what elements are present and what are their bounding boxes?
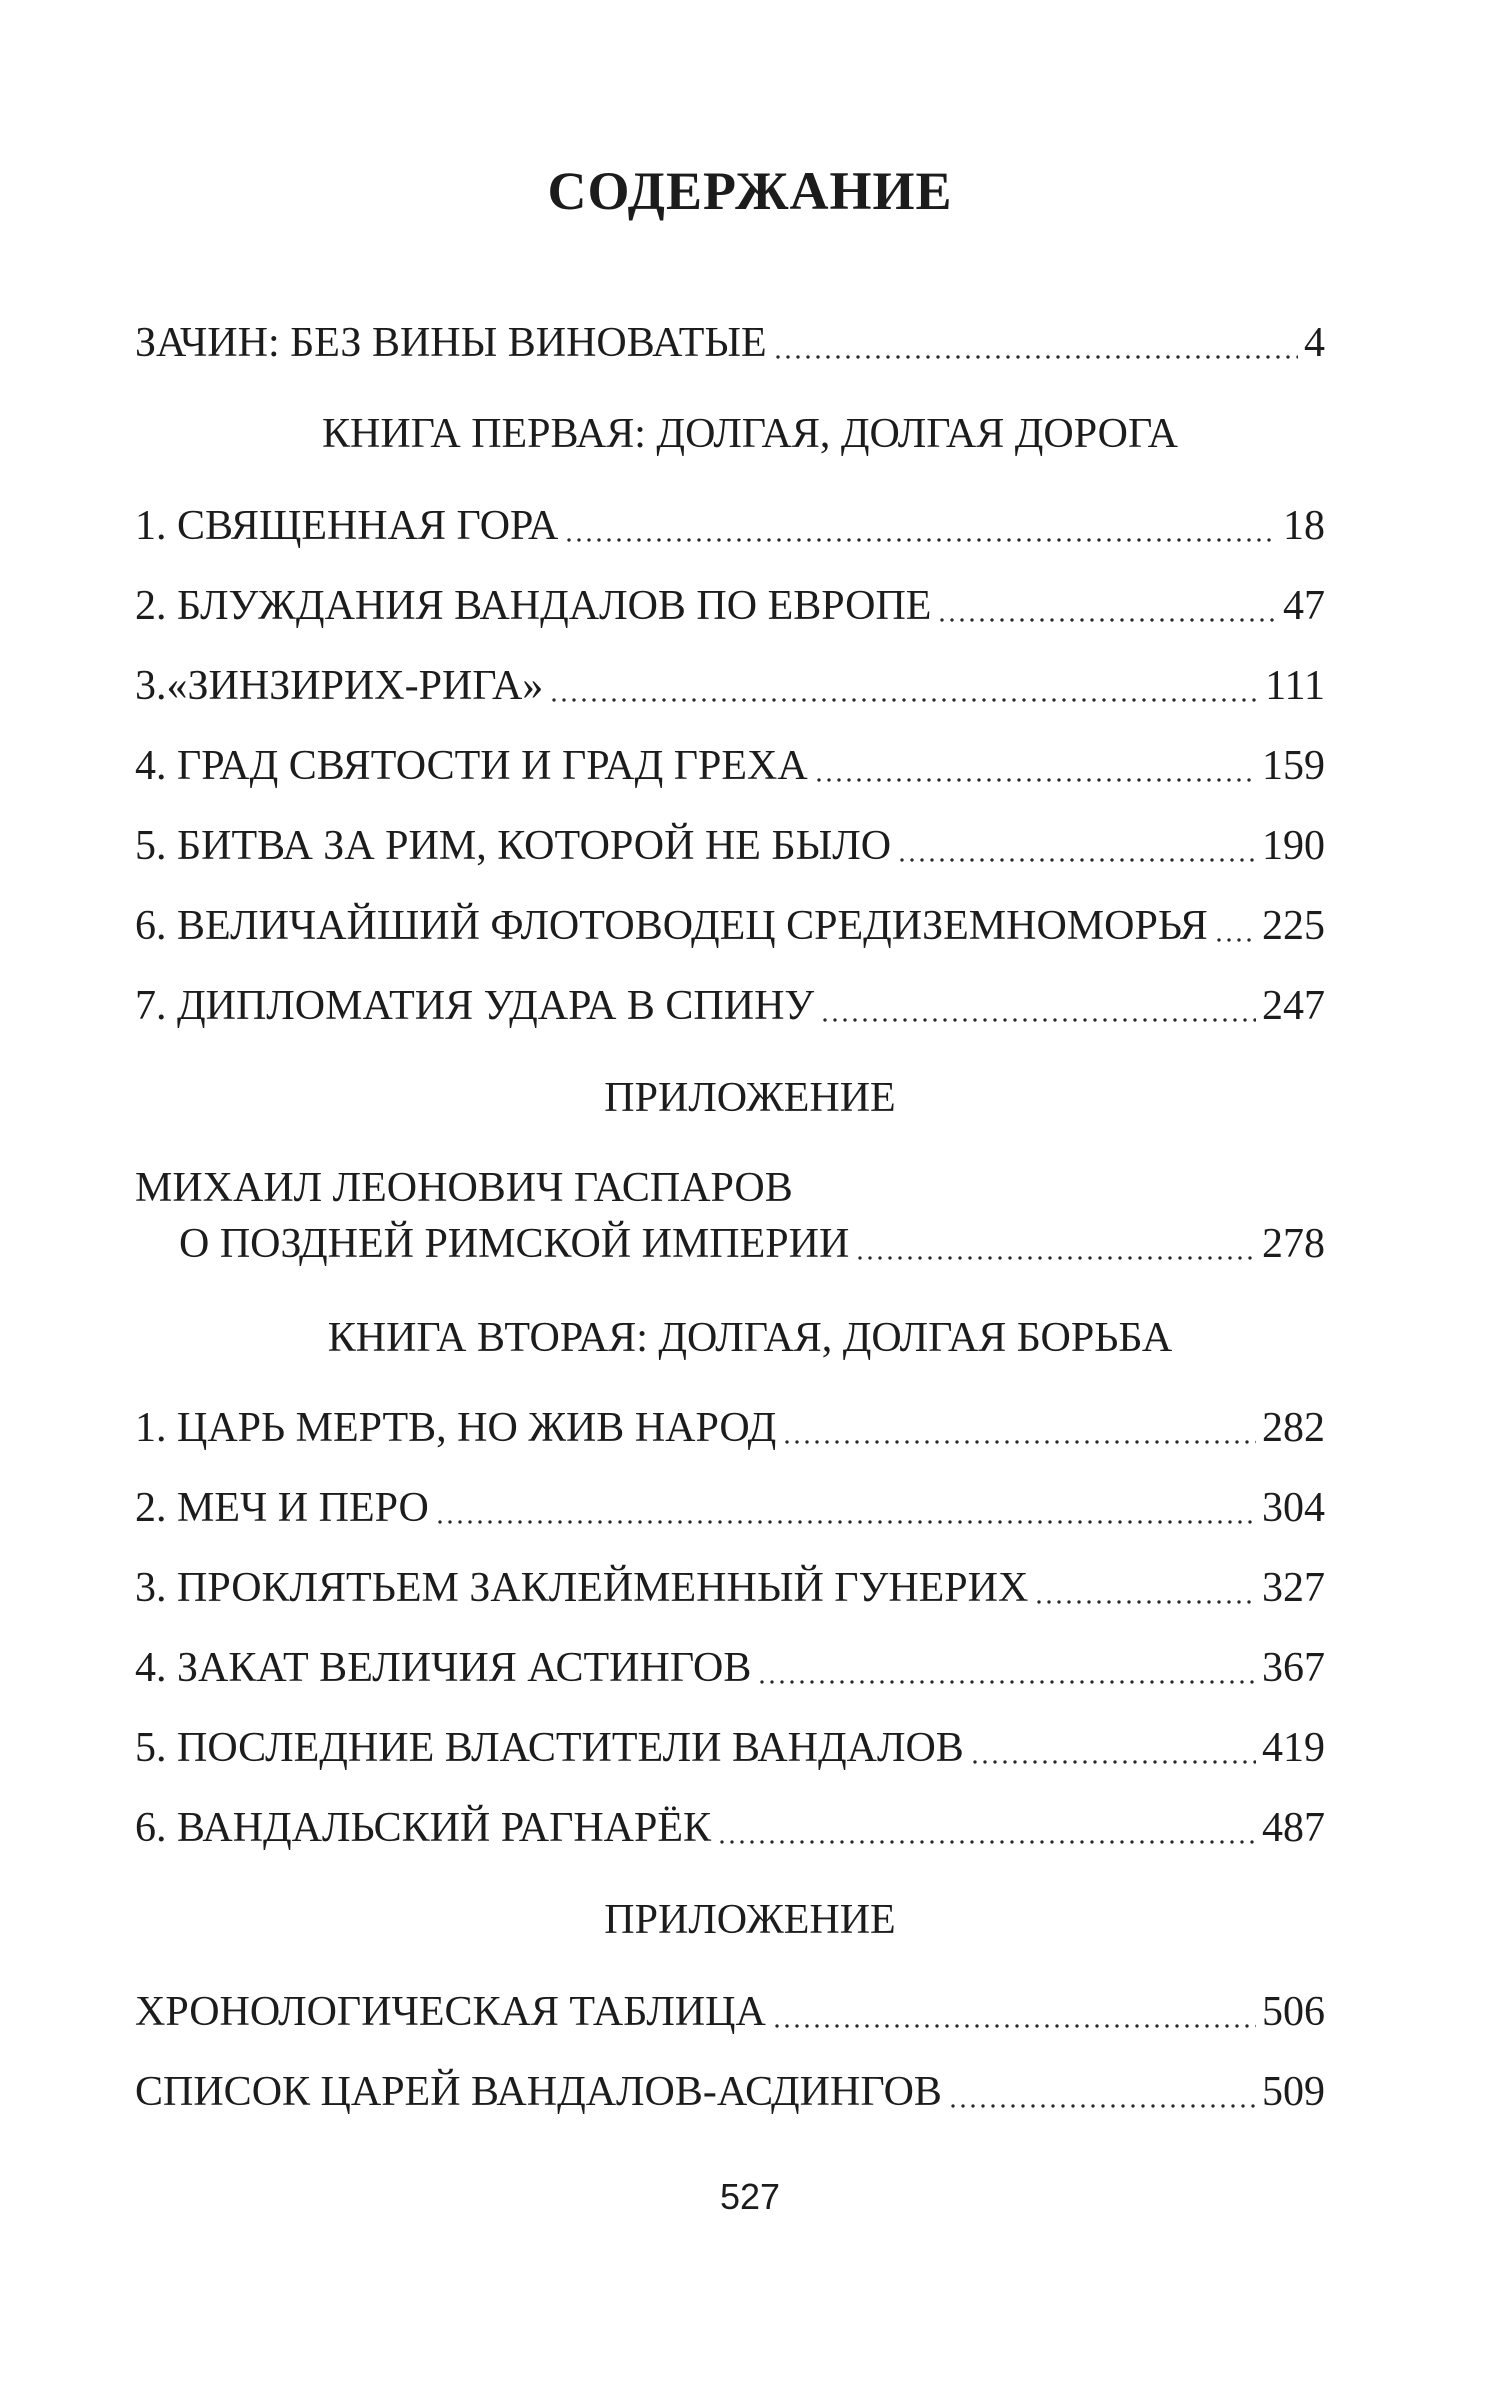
section-heading-book-1: КНИГА ПЕРВАЯ: ДОЛГАЯ, ДОЛГАЯ ДОРОГА (321, 411, 1179, 457)
toc-entry-label: 6. ВАНДАЛЬСКИЙ РАГНАРЁК (135, 1805, 712, 1851)
dot-leader (820, 1018, 1256, 1022)
section-heading-appendix-1: ПРИЛОЖЕНИЕ (604, 1075, 896, 1121)
toc-entry-label: 5. БИТВА ЗА РИМ, КОТОРОЙ НЕ БЫЛО (135, 823, 892, 869)
toc-entry-label: 2. МЕЧ И ПЕРО (135, 1485, 429, 1531)
toc-entry-page: 327 (1262, 1565, 1325, 1611)
toc-entry (135, 1800, 1325, 1856)
toc-entry (135, 898, 1325, 954)
toc-entry-page: 419 (1262, 1725, 1325, 1771)
toc-entry-label: 6. ВЕЛИЧАЙШИЙ ФЛОТОВОДЕЦ СРЕДИЗЕМНОМОРЬЯ (135, 903, 1208, 949)
dot-leader (970, 1760, 1256, 1764)
toc-entry (135, 1560, 1325, 1616)
toc-entry-label: 3. ПРОКЛЯТЬЕМ ЗАКЛЕЙМЕННЫЙ ГУНЕРИХ (135, 1565, 1029, 1611)
toc-entry-label: ЗАЧИН: БЕЗ ВИНЫ ВИНОВАТЫЕ (135, 320, 767, 366)
dot-leader (897, 858, 1256, 862)
toc-entry-page: 506 (1262, 1989, 1325, 2035)
toc-entry-page: 487 (1262, 1805, 1325, 1851)
toc-entry (135, 1216, 1325, 1272)
toc-entry (135, 1720, 1325, 1776)
toc-entry-page: 282 (1262, 1405, 1325, 1451)
toc-entry-label: 1. СВЯЩЕННАЯ ГОРА (135, 503, 559, 549)
toc-entry (135, 578, 1325, 634)
dot-leader (549, 698, 1259, 702)
toc-entry-author: МИХАИЛ ЛЕОНОВИЧ ГАСПАРОВ (135, 1165, 793, 1211)
toc-entry-label: 7. ДИПЛОМАТИЯ УДАРА В СПИНУ (135, 983, 815, 1029)
toc-entry (135, 818, 1325, 874)
toc-entry-label: 4. ЗАКАТ ВЕЛИЧИЯ АСТИНГОВ (135, 1645, 752, 1691)
toc-entry-label: СПИСОК ЦАРЕЙ ВАНДАЛОВ-АСДИНГОВ (135, 2069, 942, 2115)
toc-entry (135, 738, 1325, 794)
toc-entry (135, 1640, 1325, 1696)
toc-entry-page: 4 (1304, 320, 1325, 366)
dot-leader (773, 355, 1298, 359)
toc-entry-label: 2. БЛУЖДАНИЯ ВАНДАЛОВ ПО ЕВРОПЕ (135, 583, 932, 629)
dot-leader (855, 1256, 1256, 1260)
toc-entry-page: 304 (1262, 1485, 1325, 1531)
dot-leader (717, 1840, 1256, 1844)
dot-leader (948, 2104, 1256, 2108)
toc-entry-page: 111 (1265, 663, 1325, 709)
dot-leader (772, 2024, 1256, 2028)
page-title: СОДЕРЖАНИЕ (547, 161, 953, 221)
dot-leader (757, 1680, 1256, 1684)
dot-leader (937, 618, 1277, 622)
toc-entry-page: 278 (1262, 1221, 1325, 1267)
toc-entry-page: 225 (1262, 903, 1325, 949)
toc-entry-page: 18 (1283, 503, 1325, 549)
toc-entry-label: 3.«ЗИНЗИРИХ-РИГА» (135, 663, 544, 709)
toc-entry-page: 159 (1262, 743, 1325, 789)
dot-leader (782, 1440, 1256, 1444)
toc-entry-intro (135, 315, 1325, 371)
toc-entry-label: 5. ПОСЛЕДНИЕ ВЛАСТИТЕЛИ ВАНДАЛОВ (135, 1725, 964, 1771)
toc-entry-page: 509 (1262, 2069, 1325, 2115)
toc-entry-page: 247 (1262, 983, 1325, 1029)
toc-entry-label: 4. ГРАД СВЯТОСТИ И ГРАД ГРЕХА (135, 743, 808, 789)
dot-leader (1034, 1600, 1256, 1604)
toc-entry-label: О ПОЗДНЕЙ РИМСКОЙ ИМПЕРИИ (179, 1221, 850, 1267)
toc-entry (135, 498, 1325, 554)
dot-leader (814, 778, 1256, 782)
dot-leader (435, 1520, 1256, 1524)
toc-entry (135, 1400, 1325, 1456)
dot-leader (1214, 938, 1256, 942)
toc-entry (135, 1984, 1325, 2040)
toc-entry-page: 47 (1283, 583, 1325, 629)
page-number: 527 (719, 2176, 781, 2217)
toc-entry-label: 1. ЦАРЬ МЕРТВ, НО ЖИВ НАРОД (135, 1405, 777, 1451)
section-heading-book-2: КНИГА ВТОРАЯ: ДОЛГАЯ, ДОЛГАЯ БОРЬБА (327, 1315, 1173, 1361)
toc-entry (135, 2064, 1325, 2120)
toc-entry (135, 978, 1325, 1034)
toc-entry-page: 367 (1262, 1645, 1325, 1691)
toc-entry-page: 190 (1262, 823, 1325, 869)
section-heading-appendix-2: ПРИЛОЖЕНИЕ (604, 1897, 896, 1943)
dot-leader (564, 538, 1277, 542)
toc-entry (135, 1480, 1325, 1536)
toc-entry-label: ХРОНОЛОГИЧЕСКАЯ ТАБЛИЦА (135, 1989, 766, 2035)
toc-entry (135, 658, 1325, 714)
